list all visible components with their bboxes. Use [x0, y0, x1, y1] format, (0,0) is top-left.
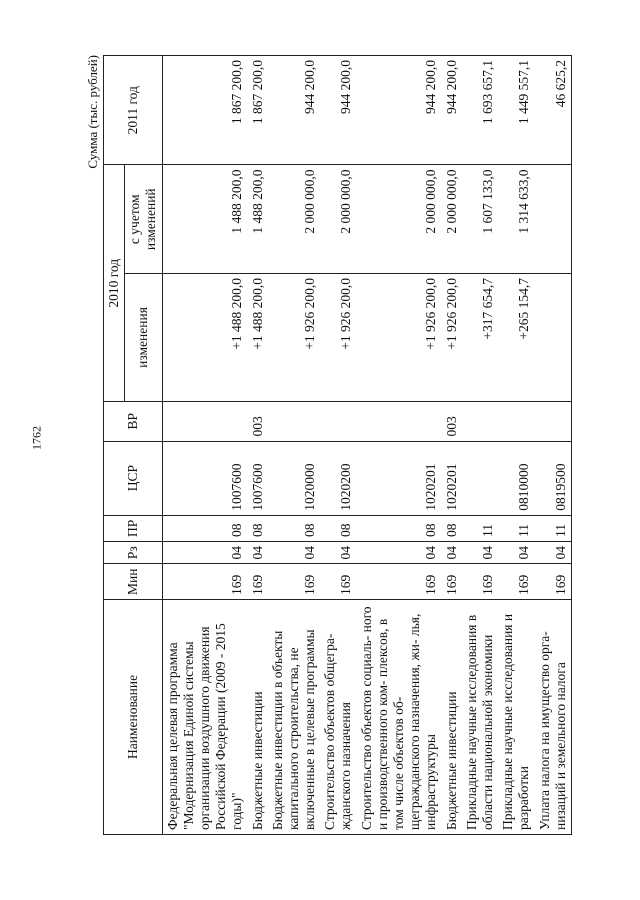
table-row — [248, 56, 268, 835]
row-csr — [462, 441, 498, 515]
row-name: Бюджетные инвестиции в объекты капитального строительства, не включенные в целевые программы — [268, 599, 321, 834]
row-changes: +265 154,7 — [498, 273, 534, 401]
header-year-2010: 2010 год — [104, 165, 125, 401]
row-changes: +1 926 200,0 — [268, 273, 321, 401]
row-min: 169 — [535, 564, 572, 599]
row-pr: 11 — [535, 515, 572, 541]
header-min: Мин — [104, 564, 163, 599]
row-with-changes — [535, 165, 572, 273]
row-csr: 1020200 — [320, 441, 356, 515]
row-vr — [162, 401, 247, 441]
row-rz: 04 — [442, 542, 462, 565]
header-name: Наименование — [104, 599, 163, 834]
header-changes: изменения — [125, 273, 162, 401]
table-row — [442, 56, 462, 835]
row-pr: 11 — [462, 515, 498, 541]
row-csr: 0810000 — [498, 441, 534, 515]
row-rz: 04 — [535, 542, 572, 565]
row-name: Строительство объектов общегра- жданского назначения — [320, 599, 356, 834]
row-rz: 04 — [268, 542, 321, 565]
table-row — [268, 56, 321, 835]
row-name: Прикладные научные исследования в области национальной экономики — [462, 599, 498, 834]
row-changes — [535, 273, 572, 401]
row-csr: 1020201 — [442, 441, 462, 515]
row-year-2011: 944 200,0 — [268, 56, 321, 166]
table-row — [162, 56, 247, 835]
row-with-changes: 1 607 133,0 — [462, 165, 498, 273]
row-csr: 0819500 — [535, 441, 572, 515]
row-rz: 04 — [357, 542, 442, 565]
row-min: 169 — [248, 564, 268, 599]
header-csr: ЦСР — [104, 441, 163, 515]
row-year-2011: 46 625,2 — [535, 56, 572, 166]
rotated-document — [85, 55, 568, 835]
row-with-changes: 2 000 000,0 — [357, 165, 442, 273]
row-pr: 08 — [357, 515, 442, 541]
row-rz: 04 — [248, 542, 268, 565]
row-vr: 003 — [442, 401, 462, 441]
row-vr — [498, 401, 534, 441]
row-with-changes: 1 314 633,0 — [498, 165, 534, 273]
row-pr: 11 — [498, 515, 534, 541]
row-min: 169 — [357, 564, 442, 599]
page-number: 1762 — [29, 426, 44, 450]
row-rz: 04 — [462, 542, 498, 565]
row-changes: +1 926 200,0 — [320, 273, 356, 401]
row-changes: +317 654,7 — [462, 273, 498, 401]
row-with-changes: 1 488 200,0 — [162, 165, 247, 273]
table-row — [535, 56, 572, 835]
row-rz: 04 — [498, 542, 534, 565]
row-name: Бюджетные инвестиции — [248, 599, 268, 834]
row-vr — [535, 401, 572, 441]
row-changes: +1 488 200,0 — [248, 273, 268, 401]
row-year-2011: 944 200,0 — [320, 56, 356, 166]
row-name: Прикладные научные исследования и разработки — [498, 599, 534, 834]
row-min: 169 — [442, 564, 462, 599]
row-vr — [320, 401, 356, 441]
table-row — [357, 56, 442, 835]
row-rz: 04 — [320, 542, 356, 565]
row-pr: 08 — [442, 515, 462, 541]
row-changes: +1 926 200,0 — [357, 273, 442, 401]
units-label: Сумма (тыс. рублей) — [85, 55, 100, 169]
row-name: Уплата налога на имущество орга- низаций и земельного налога — [535, 599, 572, 834]
table-row — [320, 56, 356, 835]
row-vr: 003 — [248, 401, 268, 441]
row-pr: 08 — [162, 515, 247, 541]
table-row — [498, 56, 534, 835]
row-pr: 08 — [320, 515, 356, 541]
row-year-2011: 1 693 657,1 — [462, 56, 498, 166]
row-year-2011: 1 867 200,0 — [162, 56, 247, 166]
header-year-2011: 2011 год — [104, 56, 163, 166]
row-with-changes: 2 000 000,0 — [268, 165, 321, 273]
row-name: Бюджетные инвестиции — [442, 599, 462, 834]
row-year-2011: 944 200,0 — [357, 56, 442, 166]
row-min: 169 — [498, 564, 534, 599]
row-year-2011: 944 200,0 — [442, 56, 462, 166]
header-pr: ПР — [104, 515, 163, 541]
row-min: 169 — [162, 564, 247, 599]
row-with-changes: 2 000 000,0 — [442, 165, 462, 273]
row-with-changes: 1 488 200,0 — [248, 165, 268, 273]
row-name: Строительство объектов социаль- ного и производственного ком- плексов, в том числе объектов об- щегражданского назначения, жи- лья, инфраструктуры — [357, 599, 442, 834]
row-vr — [357, 401, 442, 441]
row-csr: 1020201 — [357, 441, 442, 515]
row-changes: +1 926 200,0 — [442, 273, 462, 401]
row-vr — [268, 401, 321, 441]
row-pr: 08 — [248, 515, 268, 541]
table-row — [462, 56, 498, 835]
row-rz: 04 — [162, 542, 247, 565]
row-changes: +1 488 200,0 — [162, 273, 247, 401]
header-vr: ВР — [104, 401, 163, 441]
header-rz: Рз — [104, 542, 163, 565]
row-csr: 1020000 — [268, 441, 321, 515]
row-name: Федеральная целевая программа "Модернизация Единой системы организации воздушного движения Российской Федерации (2009 - 2015 годы)" — [162, 599, 247, 834]
row-min: 169 — [320, 564, 356, 599]
row-csr: 1007600 — [162, 441, 247, 515]
row-min: 169 — [462, 564, 498, 599]
row-vr — [462, 401, 498, 441]
row-with-changes: 2 000 000,0 — [320, 165, 356, 273]
row-min: 169 — [268, 564, 321, 599]
row-year-2011: 1 867 200,0 — [248, 56, 268, 166]
row-pr: 08 — [268, 515, 321, 541]
row-year-2011: 1 449 557,1 — [498, 56, 534, 166]
budget-table — [103, 55, 572, 835]
row-csr: 1007600 — [248, 441, 268, 515]
header-with-changes: с учетом изменений — [125, 165, 162, 273]
